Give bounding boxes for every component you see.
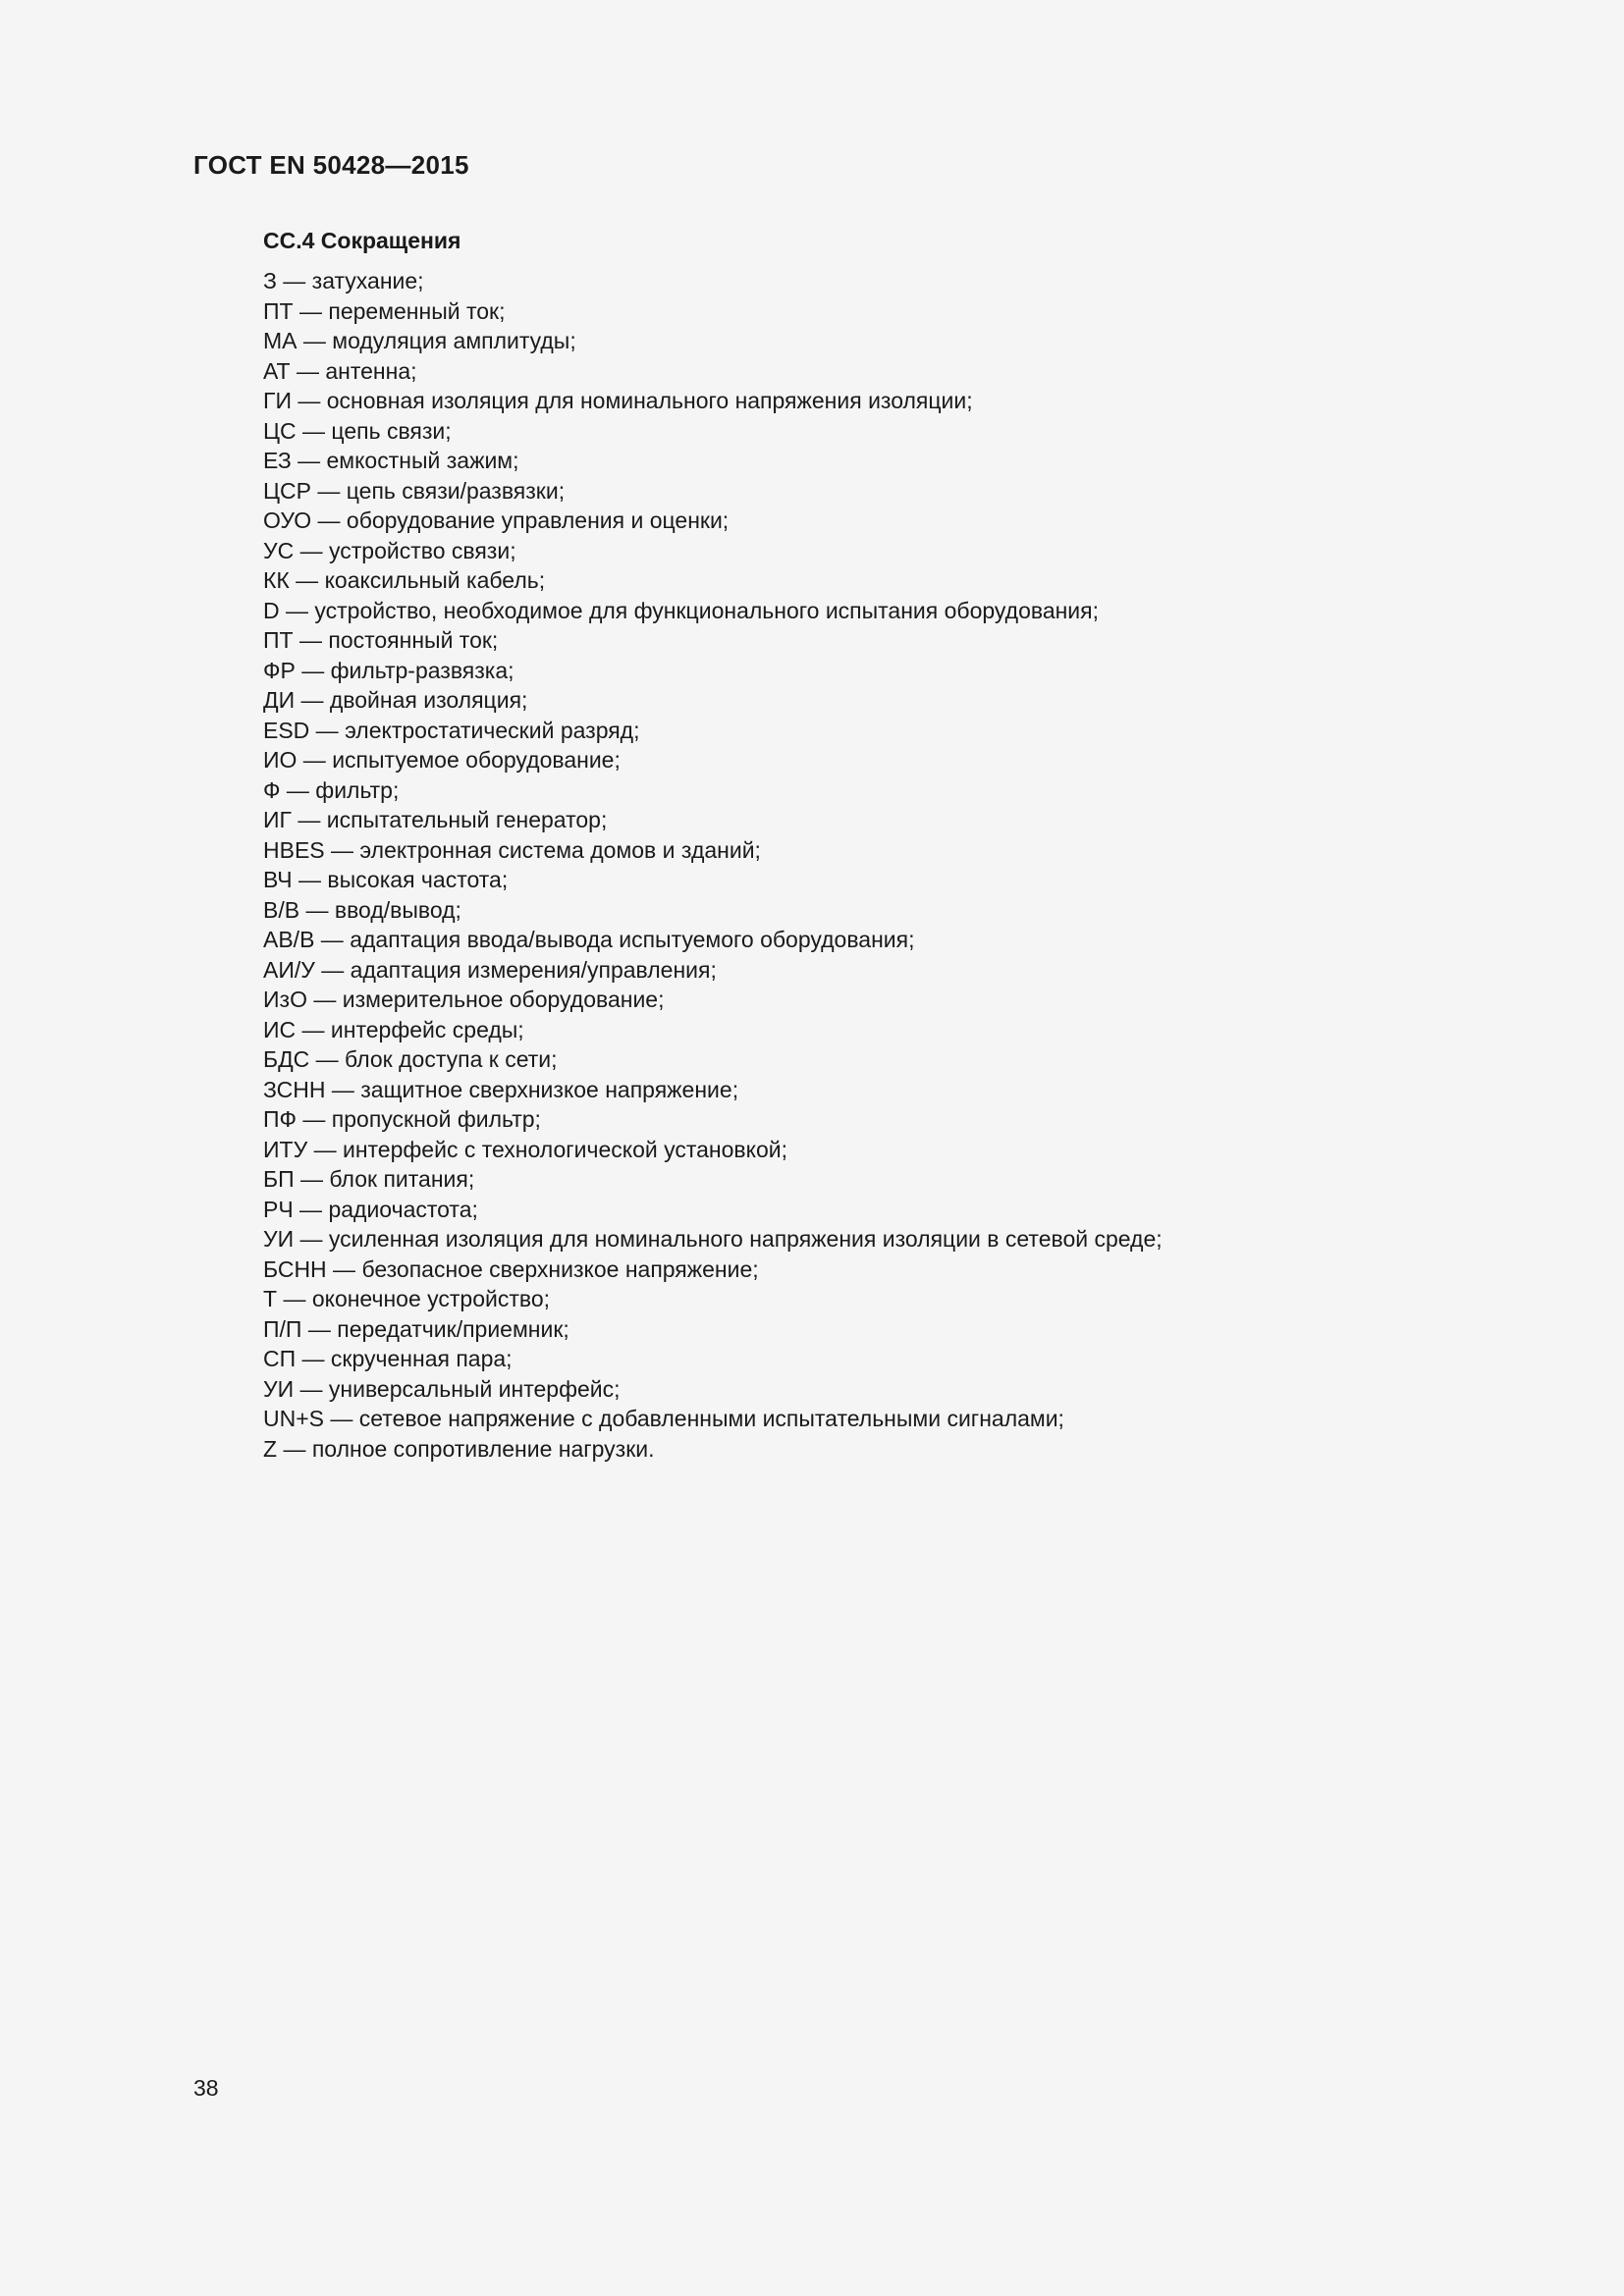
abbreviation-item: ВЧ — высокая частота; (263, 867, 509, 892)
abbreviation-item: ЗСНН — защитное сверхнизкое напряжение; (263, 1076, 739, 1102)
abbreviation-item: ЕЗ — емкостный зажим; (263, 448, 519, 473)
abbreviation-item: ДИ — двойная изоляция; (263, 687, 528, 713)
abbreviation-item: ПТ — переменный ток; (263, 297, 506, 324)
abbreviation-item: АТ — антенна; (263, 357, 417, 384)
abbreviation-item: В/В — ввод/вывод; (263, 896, 461, 923)
abbreviation-item: UN+S — сетевое напряжение с добавленными испытательными сигналами; (263, 1406, 1064, 1431)
abbreviation-item: ОУО — оборудование управления и оценки; (263, 507, 730, 533)
abbreviation-item: КК — коаксильный кабель; (263, 567, 546, 593)
abbreviation-item: ГИ — основная изоляция для номинального напряжения изоляции; (263, 388, 973, 413)
abbreviation-item: БСНН — безопасное сверхнизкое напряжение; (263, 1255, 759, 1282)
abbreviation-item: ПФ — пропускной фильтр; (263, 1106, 541, 1132)
abbreviation-item: СП — скрученная пара; (263, 1346, 513, 1371)
abbreviation-item: ПТ — постоянный ток; (263, 627, 499, 653)
abbreviation-item: ИзО — измерительное оборудование; (263, 987, 665, 1012)
abbreviation-item: УС — устройство связи; (263, 537, 516, 563)
abbreviation-item: З — затухание; (263, 268, 424, 294)
abbreviation-item: Ф — фильтр; (263, 776, 400, 803)
abbreviation-item: УИ — универсальный интерфейс; (263, 1375, 621, 1402)
abbreviation-item: АИ/У — адаптация измерения/управления; (263, 956, 717, 983)
abbreviation-list (263, 266, 1559, 1464)
abbreviation-item: ЦС — цепь связи; (263, 417, 452, 444)
abbreviation-item: ИО — испытуемое оборудование; (263, 747, 621, 773)
abbreviation-item: П/П — передатчик/приемник; (263, 1315, 569, 1342)
section-title: СС.4 Сокращения (263, 228, 461, 253)
abbreviation-item: БП — блок питания; (263, 1166, 475, 1192)
abbreviation-item: Т — оконечное устройство; (263, 1286, 551, 1311)
abbreviation-item: РЧ — радиочастота; (263, 1196, 478, 1222)
abbreviation-item: ИТУ — интерфейс с технологической установкой; (263, 1136, 787, 1162)
abbreviation-item: Z — полное сопротивление нагрузки. (263, 1435, 655, 1462)
abbreviation-item: УИ — усиленная изоляция для номинального напряжения изоляции в сетевой среде; (263, 1226, 1163, 1252)
abbreviation-item: D — устройство, необходимое для функционального испытания оборудования; (263, 597, 1099, 623)
abbreviation-item: ИС — интерфейс среды; (263, 1016, 524, 1042)
abbreviations-section (263, 224, 1559, 1464)
document-code-header: ГОСТ EN 50428—2015 (193, 150, 469, 180)
abbreviation-item: ФР — фильтр-развязка; (263, 657, 514, 683)
abbreviation-item: ИГ — испытательный генератор; (263, 807, 608, 832)
abbreviation-item: АВ/В — адаптация ввода/вывода испытуемого оборудования; (263, 927, 915, 952)
abbreviation-item: МА — модуляция амплитуды; (263, 328, 576, 353)
page-number: 38 (193, 2075, 219, 2101)
abbreviation-item: ЦСР — цепь связи/развязки; (263, 477, 566, 504)
abbreviation-item: HBES — электронная система домов и зданий; (263, 836, 761, 863)
abbreviation-item: ESD — электростатический разряд; (263, 717, 640, 743)
abbreviation-item: БДС — блок доступа к сети; (263, 1046, 558, 1072)
